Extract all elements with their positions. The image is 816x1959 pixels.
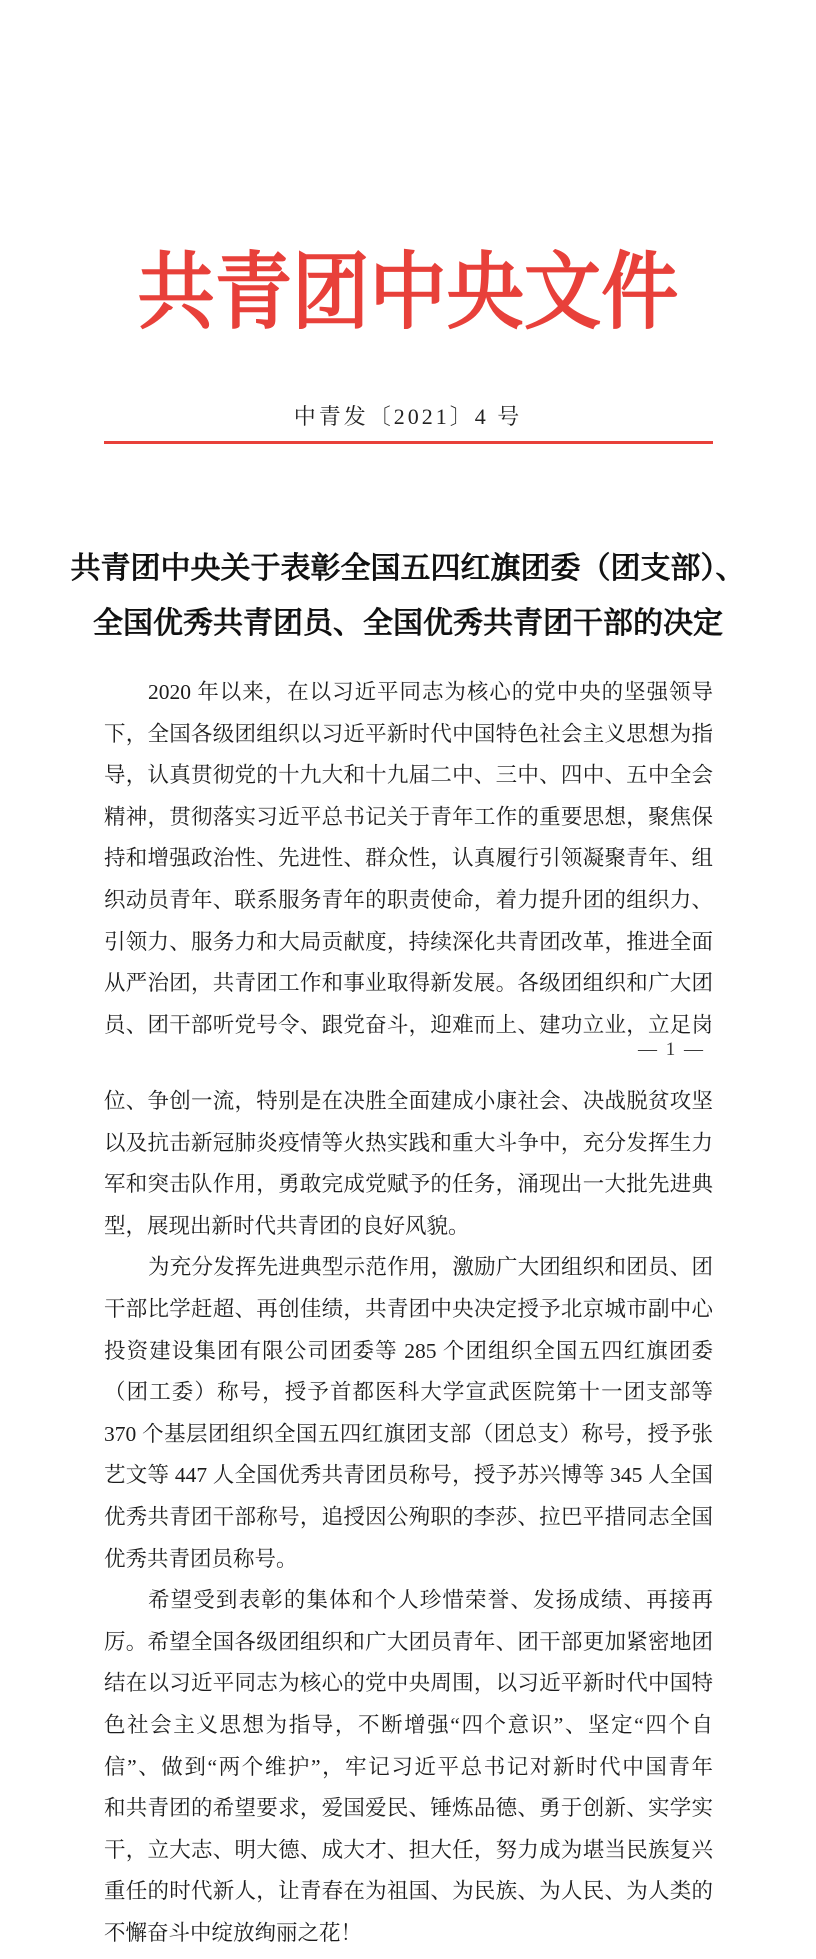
body-line: 厉。希望全国各级团组织和广大团员青年、团干部更加紧密地团: [104, 1629, 713, 1654]
body-line: 希望受到表彰的集体和个人珍惜荣誉、发扬成绩、再接再: [148, 1588, 713, 1613]
body-line: 重任的时代新人，让青春在为祖国、为民族、为人民、为人类的: [104, 1879, 713, 1904]
body-line: 从严治团，共青团工作和事业取得新发展。各级团组织和广大团: [104, 971, 713, 996]
body-line: 艺文等 447 人全国优秀共青团员称号，授予苏兴博等 345 人全国: [104, 1463, 713, 1488]
body-line: （团工委）称号，授予首都医科大学宣武医院第十一团支部等: [104, 1380, 713, 1405]
body-line: 持和增强政治性、先进性、群众性，认真履行引领凝聚青年、组: [104, 846, 713, 871]
document-title-line2: 全国优秀共青团员、全国优秀共青团干部的决定: [93, 607, 723, 640]
body-line: 精神，贯彻落实习近平总书记关于青年工作的重要思想，聚焦保: [104, 804, 713, 829]
document-title-line1: 共青团中央关于表彰全国五四红旗团委（团支部）、: [70, 552, 746, 585]
body-line: 以及抗击新冠肺炎疫情等火热实践和重大斗争中，充分发挥生力: [104, 1130, 713, 1155]
body-line: 和共青团的希望要求，爱国爱民、锤炼品德、勇于创新、实学实: [104, 1796, 713, 1821]
red-divider: [104, 441, 713, 444]
doc-number: 中青发〔2021〕4 号: [293, 404, 523, 429]
body-line: 织动员青年、联系服务青年的职责使命，着力提升团的组织力、: [104, 887, 713, 912]
body-line: 结在以习近平同志为核心的党中央周围，以习近平新时代中国特: [104, 1671, 713, 1696]
body-line: 员、团干部听党号令、跟党奋斗，迎难而上、建功立业，立足岗: [104, 1012, 713, 1037]
body-line: 军和突击队作用，勇敢完成党赋予的任务，涌现出一大批先进典: [104, 1172, 713, 1197]
body-line: 投资建设集团有限公司团委等 285 个团组织全国五四红旗团委: [104, 1338, 713, 1363]
body-line: 色社会主义思想为指导，不断增强“四个意识”、坚定“四个自: [104, 1712, 713, 1737]
page-number: — 1 —: [638, 1039, 705, 1060]
body-page1: [104, 672, 713, 1046]
body-line: 为充分发挥先进典型示范作用，激励广大团组织和团员、团: [148, 1255, 713, 1280]
body-page2: [104, 1081, 713, 1954]
body-line: 下，全国各级团组织以习近平新时代中国特色社会主义思想为指: [104, 721, 713, 746]
body-line: 信”、做到“两个维护”，牢记习近平总书记对新时代中国青年: [104, 1754, 713, 1779]
body-line: 型，展现出新时代共青团的良好风貌。: [104, 1213, 470, 1238]
body-line: 2020 年以来，在以习近平同志为核心的党中央的坚强领导: [148, 680, 713, 704]
body-line: 不懈奋斗中绽放绚丽之花！: [104, 1920, 363, 1945]
body-line: 位、争创一流，特别是在决胜全面建成小康社会、决战脱贫攻坚: [104, 1089, 713, 1113]
body-line: 优秀共青团干部称号，追授因公殉职的李莎、拉巴平措同志全国: [104, 1504, 713, 1529]
body-line: 优秀共青团员称号。: [104, 1546, 298, 1571]
document-title: [60, 541, 756, 651]
letterhead-title: 共青团中央文件: [137, 247, 679, 340]
body-line: 干部比学赶超、再创佳绩，共青团中央决定授予北京城市副中心: [104, 1296, 713, 1321]
body-line: 导，认真贯彻党的十九大和十九届二中、三中、四中、五中全会: [104, 763, 713, 788]
body-line: 干，立大志、明大德、成大才、担大任，努力成为堪当民族复兴: [104, 1837, 713, 1862]
body-line: 370 个基层团组织全国五四红旗团支部（团总支）称号，授予张: [104, 1421, 713, 1446]
body-line: 引领力、服务力和大局贡献度，持续深化共青团改革，推进全面: [104, 929, 713, 954]
